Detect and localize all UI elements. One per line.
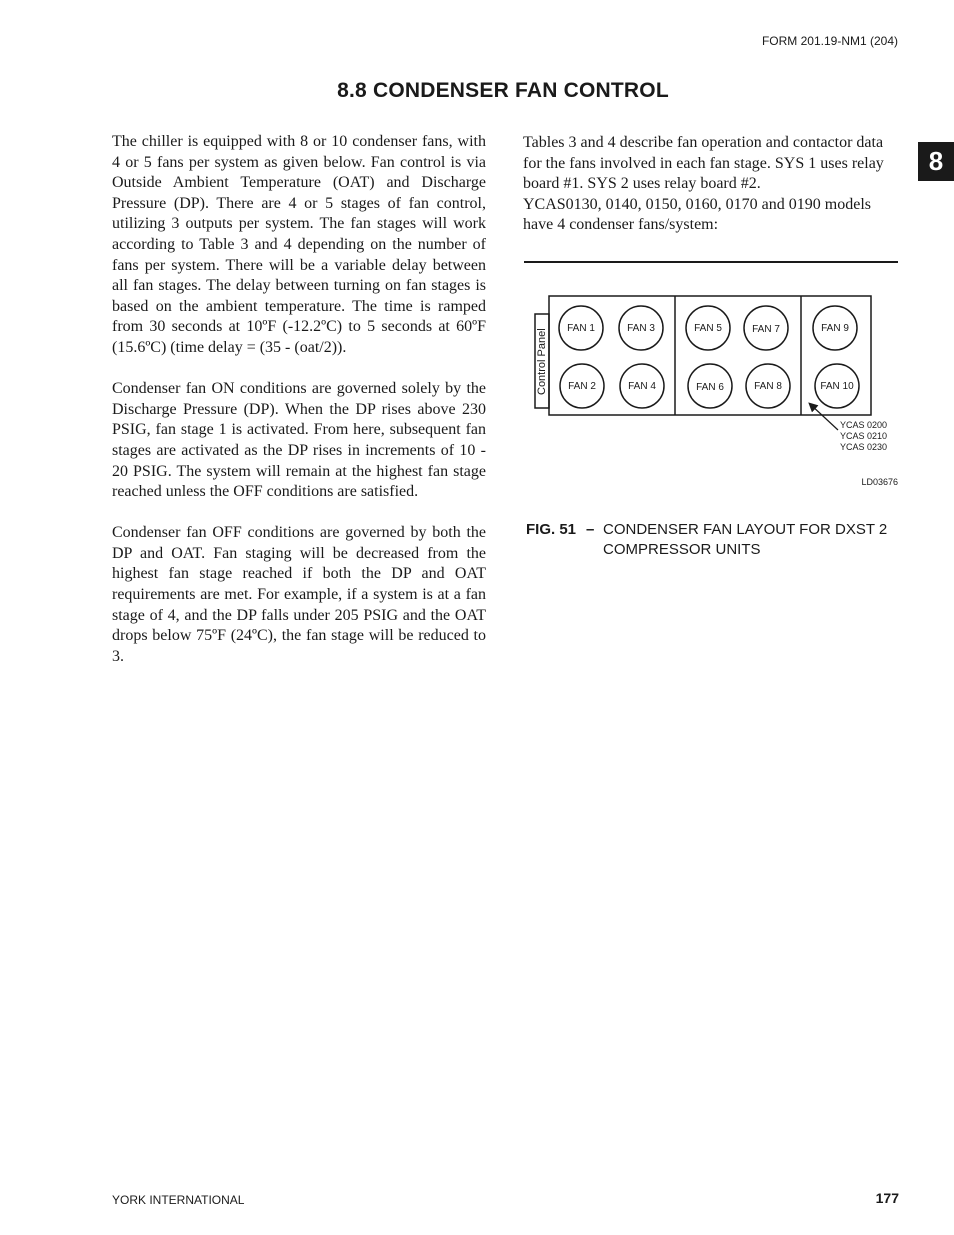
drawing-id: LD03676 (861, 477, 898, 487)
model-note-0210: YCAS 0210 (840, 431, 888, 441)
figure-number: FIG. 51 (526, 521, 577, 538)
control-panel-label: Control Panel (536, 328, 548, 395)
fan-9-label: FAN 9 (821, 323, 849, 334)
fan-6-label: FAN 6 (696, 382, 724, 393)
section-tab[interactable]: 8 (918, 142, 954, 181)
paragraph-models-note: YCAS0130, 0140, 0150, 0160, 0170 and 0190 models have 4 condenser fans/system: (523, 195, 871, 234)
form-number: FORM 201.19-NM1 (204) (761, 34, 898, 48)
fan-8-label: FAN 8 (754, 381, 782, 392)
fan-10-label: FAN 10 (820, 381, 854, 392)
page-number: 177 (875, 1190, 899, 1206)
model-note-0200: YCAS 0200 (840, 420, 888, 430)
figure-caption-text: CONDENSER FAN LAYOUT FOR DXST 2 COMPRESSOR UNITS (603, 521, 888, 558)
section-title: 8.8 CONDENSER FAN CONTROL (337, 79, 669, 102)
left-column (112, 132, 486, 688)
fan-5-label: FAN 5 (694, 323, 722, 334)
fan-7-label: FAN 7 (752, 324, 780, 335)
footer-company: YORK INTERNATIONAL (112, 1193, 245, 1207)
figure-divider (524, 261, 898, 263)
fan-1-label: FAN 1 (567, 323, 595, 334)
right-column (523, 133, 899, 236)
fan-4-label: FAN 4 (628, 381, 656, 392)
figure-caption-dash: – (586, 521, 595, 538)
model-note-0230: YCAS 0230 (840, 442, 888, 452)
paragraph-tables-description: Tables 3 and 4 describe fan operation and contactor data for the fans involved in each fan stage. SYS 1 uses relay board #1. SYS 2 uses relay board #2. (523, 134, 884, 193)
fan-2-label: FAN 2 (568, 381, 596, 392)
paragraph-fan-on-conditions: Condenser fan ON conditions are governed solely by the Discharge Pressure (DP). When the DP rises above 230 PSIG, fan stage 1 is activated. From here, subsequent fan stages are activated as the DP rises in increments of 10 - 20 PSIG. The system will remain at the highest fan stage reached unless the OFF conditions are satisfied. (112, 380, 486, 501)
fan-layout-figure (520, 282, 910, 492)
paragraph-fan-off-conditions: Condenser fan OFF conditions are governed by both the DP and OAT. Fan staging will be decreased from the highest fan stage reached if both the DP and OAT requirements are met. For example, if a system is at a fan stage of 4, and the DP falls under 205 PSIG and the OAT drops below 75ºF (24ºC), the fan stage will be reduced to 3. (112, 524, 486, 665)
fan-3-label: FAN 3 (627, 323, 655, 334)
paragraph-fan-control-intro: The chiller is equipped with 8 or 10 condenser fans, with 4 or 5 fans per system as given below. Fan control is via Outside Ambient Temperature (OAT) and Discharge Pressure (DP). There are 4 or 5 stages of fan control, utilizing 3 outputs per system. The fan stages will work according to Table 3 and 4 depending on the number of fans per system. There will be a variable delay between all fan stages. The delay between turning on fan stages is based on the ambient temperature. The time is ramped from 30 seconds at 10ºF (-12.2ºC) to 5 seconds at 60ºF (15.6ºC) (time delay = (35 - (oat/2)). (112, 133, 486, 356)
